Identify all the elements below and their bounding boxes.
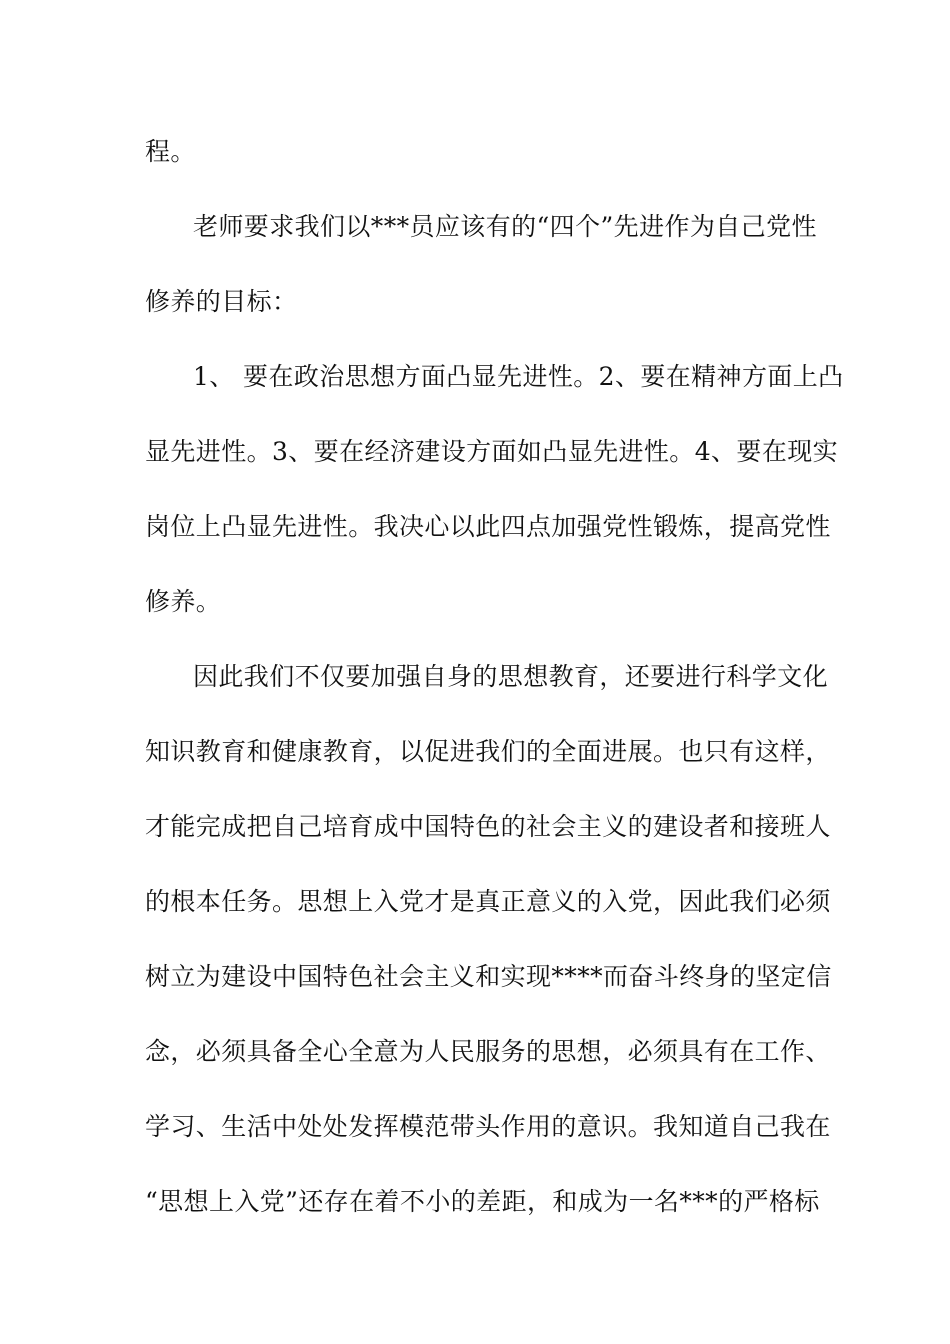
text-line: 才能完成把自己培育成中国特色的社会主义的建设者和接班人 xyxy=(145,812,831,841)
text-line: 知识教育和健康教育，以促进我们的全面进展。也只有这样， xyxy=(145,737,831,766)
text-line: 岗位上凸显先进性。我决心以此四点加强党性锻炼，提高党性 xyxy=(145,512,831,541)
text-line: 老师要求我们以***员应该有的“四个”先进作为自己党性 xyxy=(193,212,817,241)
text-line: 念，必须具备全心全意为人民服务的思想，必须具有在工作、 xyxy=(145,1037,831,1066)
text-line: 修养的目标： xyxy=(145,287,298,316)
text-line: 修养。 xyxy=(145,587,222,616)
text-line: 树立为建设中国特色社会主义和实现****而奋斗终身的坚定信 xyxy=(145,962,832,991)
text-line: “思想上入党”还存在着不小的差距，和成为一名***的严格标 xyxy=(145,1187,820,1216)
text-line: 程。 xyxy=(145,137,196,166)
text-line: 因此我们不仅要加强自身的思想教育，还要进行科学文化 xyxy=(193,662,829,691)
text-line: 的根本任务。思想上入党才是真正意义的入党，因此我们必须 xyxy=(145,887,831,916)
text-line: 1、 要在政治思想方面凸显先进性。2、要在精神方面上凸 xyxy=(193,362,844,391)
text-line: 显先进性。3、要在经济建设方面如凸显先进性。4、要在现实 xyxy=(145,437,839,466)
text-line: 学习、生活中处处发挥模范带头作用的意识。我知道自己我在 xyxy=(145,1112,831,1141)
